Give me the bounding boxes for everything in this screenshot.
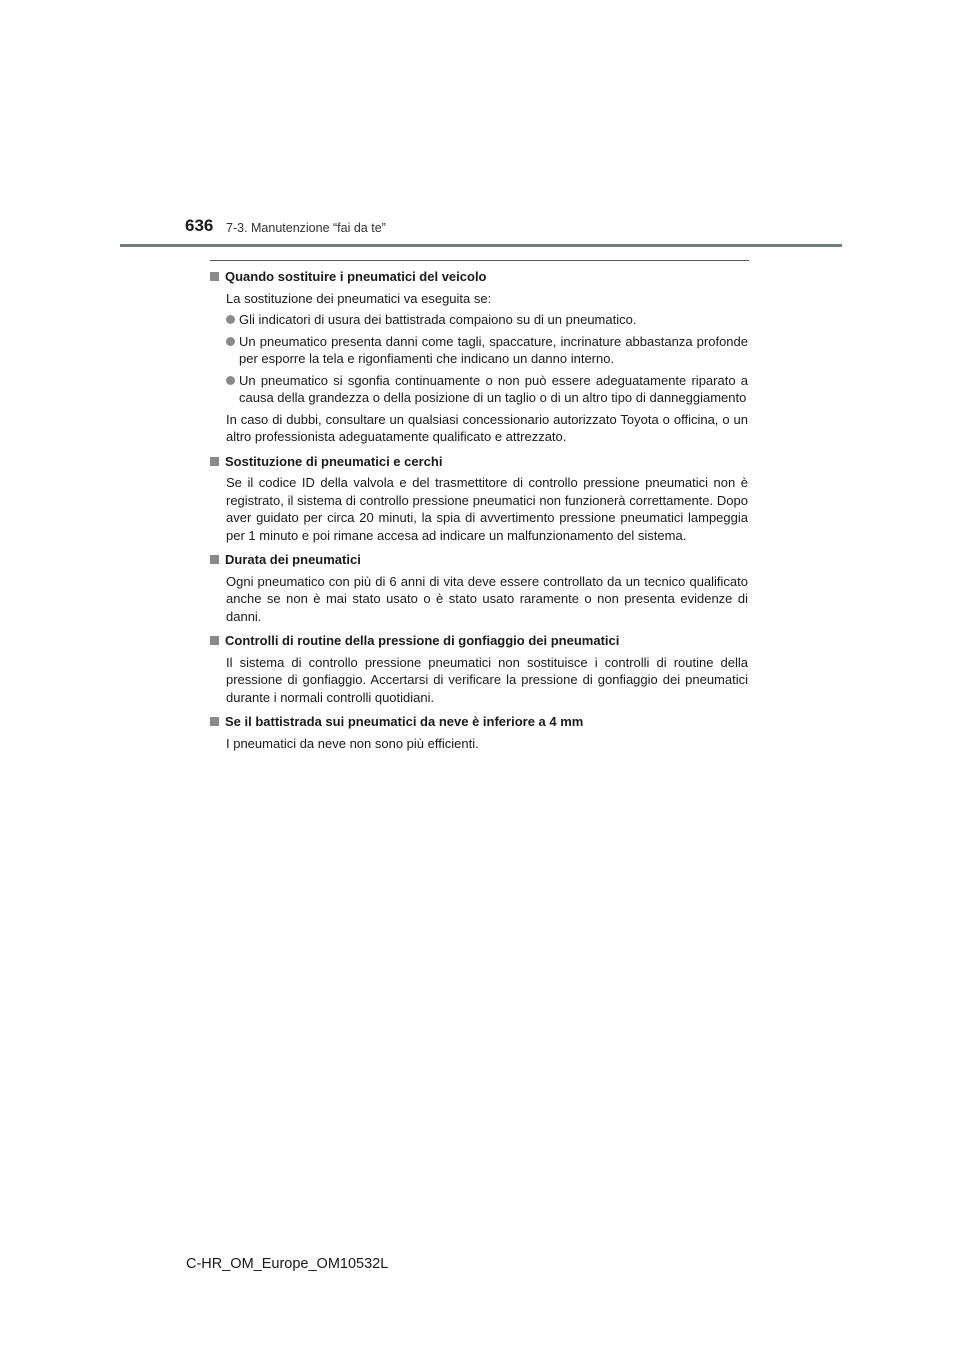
- square-bullet-icon: [210, 636, 219, 645]
- section-heading: [210, 551, 748, 569]
- heading-text: Quando sostituire i pneumatici del veicolo: [225, 269, 487, 284]
- square-bullet-icon: [210, 272, 219, 281]
- section-tire-rim-replacement: [210, 453, 748, 545]
- circle-bullet-icon: [226, 337, 235, 346]
- circle-bullet-icon: [226, 376, 235, 385]
- paragraph: I pneumatici da neve non sono più efficienti.: [226, 735, 479, 751]
- paragraph: In caso di dubbi, consultare un qualsiasi concessionario autorizzato Toyota o officina, o un altro professionista adeguatamente qualificato e attrezzato.: [226, 411, 748, 444]
- section-heading: [210, 713, 748, 731]
- section-tire-lifespan: [210, 551, 748, 625]
- paragraph: Il sistema di controllo pressione pneumatici non sostituisce i controlli di routine della pressione di gonfiaggio. Accertarsi di verificare la pressione di gonfiaggio dei pneumatici durante i normali controlli quotidiani.: [226, 654, 748, 705]
- heading-text: Se il battistrada sui pneumatici da neve è inferiore a 4 mm: [225, 714, 584, 729]
- page-number: 636: [185, 216, 214, 235]
- list-item: [226, 372, 748, 407]
- square-bullet-icon: [210, 555, 219, 564]
- section-title: 7-3. Manutenzione “fai da te”: [226, 221, 386, 235]
- square-bullet-icon: [210, 457, 219, 466]
- section-heading: [210, 268, 748, 286]
- paragraph: La sostituzione dei pneumatici va eseguita se:: [226, 290, 492, 306]
- heading-text: Sostituzione di pneumatici e cerchi: [225, 453, 443, 469]
- square-bullet-icon: [210, 717, 219, 726]
- document-id: C-HR_OM_Europe_OM10532L: [186, 1256, 389, 1272]
- heading-text: Durata dei pneumatici: [225, 552, 361, 567]
- circle-bullet-icon: [226, 315, 235, 324]
- page-content: [210, 268, 748, 759]
- section-routine-pressure-checks: [210, 632, 748, 706]
- section-heading: [210, 632, 748, 650]
- paragraph: Se il codice ID della valvola e del trasmettitore di controllo pressione pneumatici non è registrato, il sistema di controllo pressione pneumatici non funzionerà correttamente. Dopo aver guidato per circa 20 minuti, la spia di avvertimento pressione pneumatici lampeggia per 1 minuto e poi rimane accesa ad indicare un malfunzionamento del sistema.: [226, 475, 748, 543]
- list-item-text: Un pneumatico si sgonfia continuamente o non può essere adeguatamente riparato a causa della grandezza o della posizione di un taglio o di un altro tipo di danneggiamento: [239, 372, 748, 405]
- section-snow-tire-tread: [210, 713, 748, 752]
- paragraph: Ogni pneumatico con più di 6 anni di vita deve essere controllato da un tecnico qualificato anche se non è mai stato usato o è stato usato raramente o non presenta evidenze di danni.: [226, 573, 748, 624]
- section-when-replace: [210, 268, 748, 446]
- section-heading: [210, 453, 748, 471]
- list-item: [226, 333, 748, 368]
- list-item-text: Un pneumatico presenta danni come tagli, spaccature, incrinature abbastanza profonde per esporre la tela e rigonfiamenti che indicano un danno interno.: [239, 333, 748, 366]
- heading-text: Controlli di routine della pressione di gonfiaggio dei pneumatici: [225, 633, 620, 648]
- list-item-text: Gli indicatori di usura dei battistrada compaiono su di un pneumatico.: [239, 312, 637, 327]
- header-divider: [120, 244, 842, 247]
- list-item: [226, 311, 748, 329]
- content-divider: [210, 260, 749, 261]
